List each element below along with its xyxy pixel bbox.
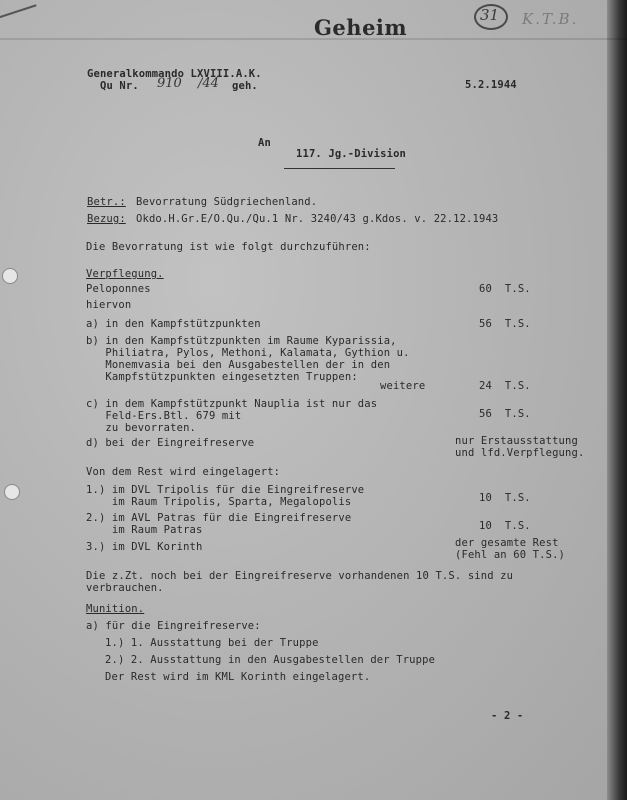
note-line-2: verbrauchen. xyxy=(86,582,164,594)
punch-hole-upper xyxy=(2,268,18,284)
document-date: 5.2.1944 xyxy=(465,79,517,91)
storage-1-line-2: im Raum Tripolis, Sparta, Megalopolis xyxy=(86,496,352,508)
section-heading-supplies: Verpflegung. xyxy=(86,268,164,280)
addressee: 117. Jg.-Division xyxy=(296,148,407,160)
supply-item-b-line-4: Kampfstützpunkten eingesetzten Truppen: xyxy=(86,371,358,383)
scan-dark-margin xyxy=(607,0,627,800)
storage-1-line-1: 1.) im DVL Tripolis für die Eingreifreserve xyxy=(86,484,365,496)
addressee-prefix: An xyxy=(258,137,271,149)
section-heading-ammo: Munition. xyxy=(86,603,145,615)
sender-ref-prefix: Qu Nr. xyxy=(100,80,139,92)
storage-2-line-1: 2.) im AVL Patras für die Eingreifreserve xyxy=(86,512,352,524)
rest-intro: Von dem Rest wird eingelagert: xyxy=(86,466,281,478)
reference-label: Bezug: xyxy=(87,213,126,225)
ammo-item-2: 2.) 2. Ausstattung in den Ausgabestellen der Truppe xyxy=(105,654,436,666)
supply-item-d-line: d) bei der Eingreifreserve xyxy=(86,437,255,449)
handwritten-year: /44 xyxy=(198,76,219,91)
supply-item-d-value-1: nur Erstausstattung xyxy=(455,435,578,447)
hiervon-label: hiervon xyxy=(86,299,132,311)
sender-line-1: Generalkommando LXVIII.A.K. xyxy=(87,68,262,80)
storage-2-line-2: im Raum Patras xyxy=(86,524,203,536)
supply-item-c-line-3: zu bevorraten. xyxy=(86,422,197,434)
storage-3-value-2: (Fehl an 60 T.S.) xyxy=(455,549,566,561)
note-line-1: Die z.Zt. noch bei der Eingreifreserve vorhandenen 10 T.S. sind zu xyxy=(86,570,514,582)
ammo-rest: Der Rest wird im KML Korinth eingelagert. xyxy=(105,671,371,683)
page-number-circle-text: 31 xyxy=(480,6,500,24)
ammo-item-1: 1.) 1. Ausstattung bei der Truppe xyxy=(105,637,319,649)
storage-2-value: 10 T.S. xyxy=(479,520,531,532)
subject-text: Bevorratung Südgriechenland. xyxy=(136,196,318,208)
supply-item-b-extra-label: weitere xyxy=(380,380,426,392)
sender-ref-suffix: geh. xyxy=(232,80,258,92)
supply-item-c-line-2: Feld-Ers.Btl. 679 mit xyxy=(86,410,242,422)
punch-hole-lower xyxy=(4,484,20,500)
addressee-underline xyxy=(284,168,395,169)
classification-stamp: Geheim xyxy=(314,15,408,40)
storage-3-line: 3.) im DVL Korinth xyxy=(86,541,203,553)
ammo-a-label: a) für die Eingreifreserve: xyxy=(86,620,261,632)
archive-annotation: K.T.B. xyxy=(522,10,579,28)
supply-item-b-line-3: Monemvasia bei den Ausgabestellen der in den xyxy=(86,359,391,371)
peloponnes-label: Peloponnes xyxy=(86,283,151,295)
supply-item-c-line-1: c) in dem Kampfstützpunkt Nauplia ist nur das xyxy=(86,398,378,410)
page-number: - 2 - xyxy=(491,710,524,722)
peloponnes-value: 60 T.S. xyxy=(479,283,531,295)
supply-item-b-line-2: Philiatra, Pylos, Methoni, Kalamata, Gythion u. xyxy=(86,347,410,359)
supply-item-b-line-1: b) in den Kampfstützpunkten im Raume Kyparissia, xyxy=(86,335,397,347)
supply-item-a-value: 56 T.S. xyxy=(479,318,531,330)
supply-item-c-value: 56 T.S. xyxy=(479,408,531,420)
supply-item-b-value: 24 T.S. xyxy=(479,380,531,392)
storage-3-value-1: der gesamte Rest xyxy=(455,537,559,549)
storage-1-value: 10 T.S. xyxy=(479,492,531,504)
supply-item-d-value-2: und lfd.Verpflegung. xyxy=(455,447,585,459)
handwritten-file-number: 910 xyxy=(157,76,182,91)
intro-text: Die Bevorratung ist wie folgt durchzuführen: xyxy=(86,241,371,253)
supply-item-a-line: a) in den Kampfstützpunkten xyxy=(86,318,261,330)
reference-text: Okdo.H.Gr.E/O.Qu./Qu.1 Nr. 3240/43 g.Kdos. v. 22.12.1943 xyxy=(136,213,499,225)
subject-label: Betr.: xyxy=(87,196,126,208)
